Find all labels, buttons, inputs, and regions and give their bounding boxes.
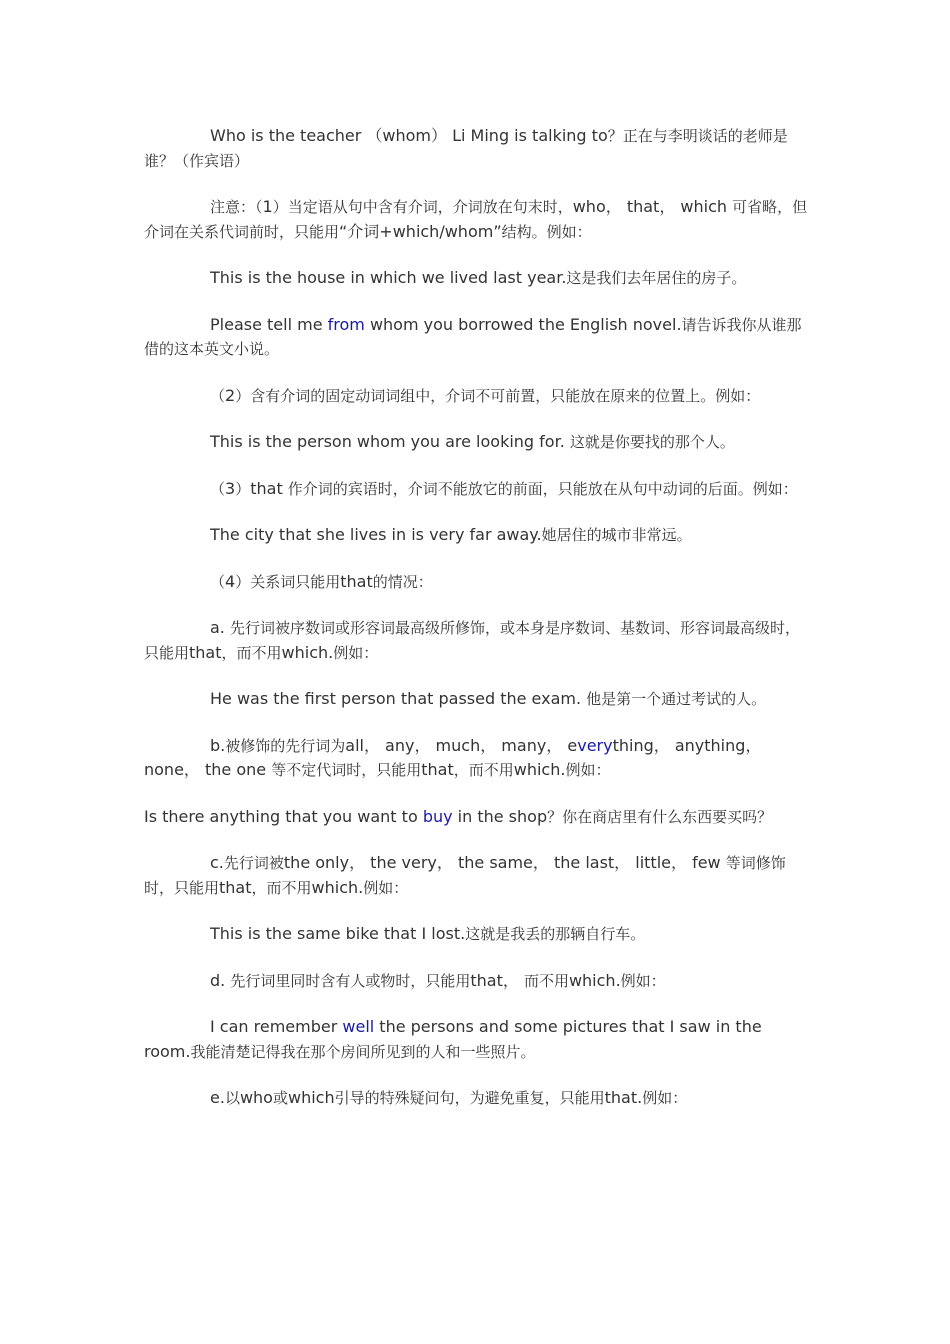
text-segment: ，而不用	[221, 643, 282, 662]
text-segment: 例如：	[333, 643, 379, 662]
text-segment: 先行词被	[223, 854, 284, 872]
text-segment: 或	[272, 1089, 288, 1107]
text-segment: which.	[513, 760, 566, 779]
text-segment: 引导的特殊疑问句，为避免重复，只能用	[334, 1089, 605, 1107]
paragraph	[144, 616, 810, 665]
text-segment: ）关系词只能用	[235, 572, 341, 591]
text-segment: 先行词里同时含有人或物时，只能用	[230, 971, 471, 990]
text-segment: 这就是你要找的那个人。	[569, 433, 735, 451]
paragraph	[144, 1015, 810, 1064]
text-segment: the only， the very， the same， the last， little， few	[283, 853, 726, 872]
text-segment: c.	[210, 853, 224, 872]
text-segment: 例如：	[642, 1089, 688, 1107]
highlighted-text: very	[577, 735, 613, 755]
text-segment: 可省略，但介词在关系代词前时，只能用	[144, 198, 808, 241]
text-segment: ）含有介词的固定动词词组中，介词不可前置，只能放在原来的位置上。例如：	[235, 386, 761, 405]
text-segment: 1	[262, 197, 273, 216]
text-segment: Please tell me	[210, 314, 328, 334]
paragraph	[144, 922, 810, 947]
paragraph	[144, 1086, 810, 1111]
text-segment: （	[210, 479, 226, 498]
paragraph	[144, 124, 810, 173]
text-segment: The city that she lives in is very far away.	[210, 525, 542, 544]
text-segment: d.	[210, 970, 231, 990]
text-segment: 注意：（	[210, 198, 263, 216]
text-segment: that	[340, 571, 373, 591]
paragraph	[144, 195, 810, 244]
text-segment: that.	[604, 1088, 643, 1107]
text-segment: （	[210, 386, 226, 405]
text-segment: ）当定语从句中含有介词，介词放在句末时，	[272, 198, 573, 216]
text-segment: ，而不用	[251, 878, 312, 897]
highlighted-text: from	[327, 314, 365, 334]
paragraph	[144, 384, 810, 409]
text-segment: that	[189, 642, 222, 662]
paragraph	[144, 734, 810, 783]
text-segment: This is the person whom you are looking for.	[210, 432, 570, 451]
text-segment: 4	[225, 571, 236, 591]
text-segment: 这是我们去年居住的房子。	[566, 269, 747, 287]
paragraph	[144, 687, 810, 712]
text-segment: 的情况：	[372, 572, 433, 591]
text-segment: 他是第一个通过考试的人。	[586, 690, 767, 708]
text-segment: 这就是我丢的那辆自行车。	[465, 925, 646, 943]
text-segment: 而不用	[523, 971, 569, 990]
text-segment: （	[210, 572, 226, 591]
text-segment: Who is the teacher （whom） Li Ming is talking to	[210, 126, 608, 145]
document-page	[144, 124, 810, 1133]
text-segment: thing， anything， none， the one	[144, 735, 762, 779]
text-segment: 请告诉我你从谁那借的这本英文小说。	[144, 315, 802, 358]
text-segment: This is the same bike that I lost.	[210, 924, 466, 943]
text-segment: 我能清楚记得我在那个房间所见到的人和一些照片。	[190, 1042, 536, 1061]
text-segment: ）	[235, 479, 251, 498]
text-segment: whom you borrowed the English novel.	[364, 314, 682, 334]
text-segment: 3	[225, 478, 236, 498]
paragraph	[144, 805, 810, 830]
text-segment: “介词+which/whom”	[339, 221, 502, 241]
text-segment: 等不定代词时，只能用	[271, 761, 422, 779]
text-segment: that	[219, 877, 252, 897]
paragraph	[144, 851, 810, 900]
text-segment: This is the house in which we lived last year.	[210, 268, 567, 287]
text-segment: that	[250, 478, 288, 498]
text-segment: in the shop	[452, 806, 548, 826]
paragraph	[144, 313, 810, 362]
paragraph	[144, 266, 810, 291]
text-segment: 作介词的宾语时，介词不能放它的前面，只能放在从句中动词的后面。例如：	[287, 479, 798, 498]
text-segment: 例如：	[565, 761, 611, 779]
text-segment: 例如：	[363, 878, 409, 897]
text-segment: which	[287, 1088, 335, 1107]
paragraph	[144, 477, 810, 502]
text-segment: 例如：	[620, 971, 666, 990]
text-segment: ，而不用	[453, 761, 514, 779]
text-segment: who	[239, 1088, 273, 1107]
text-segment: a.	[210, 618, 230, 637]
text-segment: He was the first person that passed the exam.	[210, 689, 587, 708]
text-segment: which.	[311, 877, 364, 897]
text-segment: that	[421, 760, 454, 779]
paragraph	[144, 430, 810, 455]
text-segment: 结构。例如：	[501, 222, 592, 241]
text-segment: the persons and some pictures that I saw in the room.	[144, 1017, 762, 1061]
text-segment: 她居住的城市非常远。	[541, 526, 692, 544]
text-segment: who， that， which	[572, 197, 733, 216]
text-segment: 2	[225, 385, 236, 405]
text-segment: ？正在与李明谈话的老师是谁？（作宾语）	[144, 127, 788, 170]
text-segment: which.	[281, 642, 334, 662]
text-segment: 以	[224, 1089, 240, 1107]
highlighted-text: well	[342, 1017, 375, 1036]
text-segment: Is there anything that you want to	[144, 806, 423, 826]
paragraph	[144, 523, 810, 548]
text-segment: all， any， much， many， e	[345, 735, 578, 755]
text-segment: which.	[568, 970, 621, 990]
paragraph	[144, 969, 810, 994]
text-segment: I can remember	[210, 1017, 343, 1036]
text-segment: 先行词被序数词或形容词最高级所修饰，或本身是序数词、基数词、形容词最高级时，只能用	[144, 619, 800, 662]
text-segment: ？你在商店里有什么东西要买吗？	[547, 807, 773, 826]
text-segment: b.	[210, 735, 226, 755]
text-segment: e.	[210, 1088, 225, 1107]
text-segment: 被修饰的先行词为	[225, 736, 346, 755]
text-segment: 等词修饰时，只能用	[144, 854, 786, 897]
paragraph	[144, 570, 810, 595]
text-segment: that，	[470, 970, 524, 990]
highlighted-text: buy	[422, 806, 453, 826]
